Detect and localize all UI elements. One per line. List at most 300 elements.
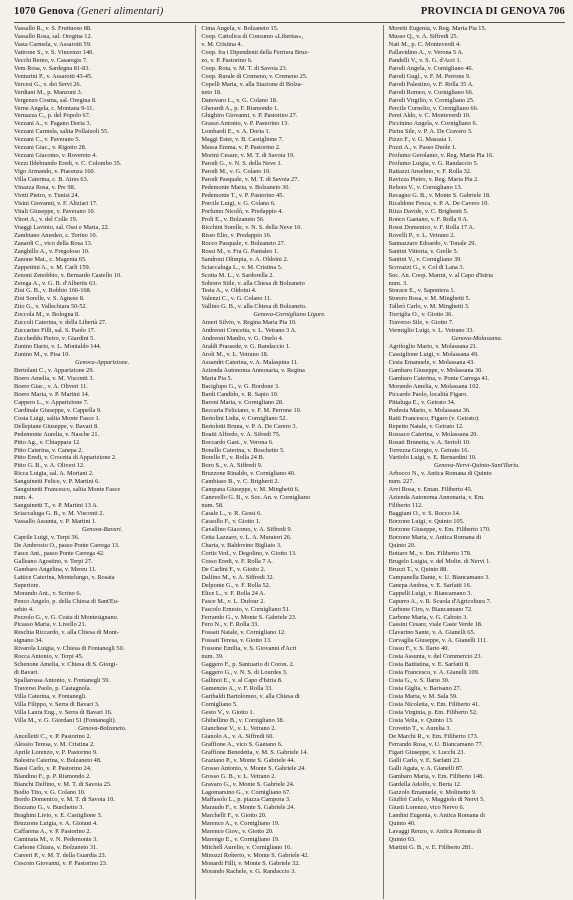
listing-entry: Careeri P., v. M. T. della Guardia 23.	[14, 852, 107, 860]
listing-entry: Boro S., v. A. Siffredi 9.	[201, 462, 263, 470]
listing-entry: Graffione Benedetta, v. M. S. Gabriele 14.	[201, 748, 308, 756]
listing-entry: Cappero L., v. Apparizione 7.	[14, 398, 89, 406]
listing-entry: Profumo Gerolamo, v. Reg. Maria Pia 16.	[388, 152, 494, 160]
listing-entry: Sciaccaluga G. B., v. M. Visconti 2.	[14, 510, 105, 518]
listing-entry: Crovetto T., v. Aurelia 3.	[388, 724, 451, 732]
listing-entry: Costa Assunta, v. del Commercio 23.	[388, 653, 482, 661]
listing-entry: Pallavidino A., v. Verona 5 A.	[388, 48, 464, 56]
header-right	[421, 6, 565, 17]
listing-entry: Rossi M., v. Fra G. Pantaleo 1.	[201, 247, 279, 255]
listing-entry: Galleano Agostino, v. Terpi 27.	[14, 557, 93, 565]
listing-entry: Traverso Paolo, p. Castagnola.	[14, 685, 92, 693]
listing-entry: Verne Angela, c. Montana 9-11.	[14, 104, 95, 112]
listing-entry: Visini Giovanni, v. F. Aliziari 17.	[14, 199, 98, 207]
listing-entry: Maria Pia 5.	[201, 374, 233, 382]
listing-entry: Porfumo Nicolò, v. Predappio 4.	[201, 207, 283, 215]
listing-entry: Piccinino Angela, v. Cornigliano 6.	[388, 120, 478, 128]
listing-entry: Scovazzi G., v. Col di Lana 3.	[388, 263, 465, 271]
page-header	[14, 6, 565, 23]
listing-entry: Dellepiane Giuseppe, v. Bavari 8.	[14, 422, 99, 430]
listing-entry: Cambiaso B., v. C. Brigherti 2.	[201, 478, 280, 486]
listing-entry: Zanone Mat., c. Magenta 65.	[14, 255, 87, 263]
listing-entry: Costa Velia, v. Quinto 13.	[388, 716, 454, 724]
listing-entry: Lattice Caterina, Montelungo, v. Rosata	[14, 573, 115, 581]
listing-entry: Arbocco N., v. Antica Romana di Quinto	[388, 470, 492, 478]
listing-entry: Grasso Antonio, v. P. Pastorino 13.	[201, 120, 289, 128]
listing-entry: Gambaro Giuseppe, v. Molassana 30.	[388, 366, 483, 374]
listing-entry: Campanella Dante, v. U. Biancamano 3.	[388, 573, 490, 581]
listing-column-2	[201, 25, 377, 899]
column-divider	[383, 25, 384, 899]
listing-entry: zo, v. P. Pastorino 6.	[201, 56, 253, 64]
listing-entry: Carbone Chiara, v. Bolzaneto 31.	[14, 844, 98, 852]
listing-entry: Grosso Antonio, v. Monte S. Gabriele 24.	[201, 764, 306, 772]
listing-entry: Baggiani O., v. S. Rocco 14.	[388, 510, 461, 518]
listing-entry: Villa Filippo, v. Serra di Bavari 3.	[14, 701, 100, 709]
listing-entry: Fossone Emilia, v. S. Giovanni d'Acri	[201, 645, 297, 653]
listing-entry: Gherardi A., p. F. Rismondo 1.	[201, 104, 279, 112]
listing-entry: Zini Sorelle, v. S. Agnese 8.	[14, 295, 85, 303]
listing-entry: Rossaco Caterina, v. Molassana 20.	[388, 430, 478, 438]
listing-entry: Graziano P., v. Monte S. Gabriele 44.	[201, 756, 296, 764]
listing-entry: Coop. Cattolica di Consumo «Libertas»,	[201, 32, 304, 40]
listing-entry: Morando Amelia, v. Molassana 102.	[388, 382, 481, 390]
listing-entry: Boccardo Gaet., v. Verona 6.	[201, 438, 274, 446]
listing-entry: Vassallo Assunta, v. P. Martini 1.	[14, 518, 97, 526]
listing-entry: Coop. Rurale di Cremeno, v. Cremeno 25.	[201, 72, 308, 80]
listing-entry: Alessio Teresa, v. M. Cristina 2.	[14, 740, 95, 748]
listing-entry: Soc. An. Coop. Marmi, v. al Capo d'Istria	[388, 271, 493, 279]
listing-entry: Andreoni Concetta, v. L. Vetrano 3 A.	[201, 327, 297, 335]
listing-entry: signano 34.	[14, 637, 44, 645]
listing-entry: Rivarola Luigia, v. Chiesa di Fontanegli 50.	[14, 645, 125, 653]
listing-entry: Vezzani Carmela, salita Pollaiuoli 55.	[14, 128, 109, 136]
listing-entry: Vasta Carmela, v. Assarotti 59.	[14, 40, 92, 48]
listing-entry: Beccaria Feliciano, v. F. M. Perrone 10.	[201, 406, 302, 414]
listing-entry: Penco Angelo, p. della Chiesa di Sant'Eu-	[14, 597, 120, 605]
listing-entry: Vem Rosa, v. Sardegna 81-83.	[14, 64, 91, 72]
listing-entry: Cesta Emanuele, v. Molassana 43.	[388, 359, 475, 367]
listing-entry: Corvaglia Giuseppe, v. A. Gianelli 111.	[388, 637, 488, 645]
listing-entry: Monardi Filli, v. Monte S. Gabriele 32.	[201, 860, 300, 868]
listing-entry: Garibaldi Bartolomeo, v. alla Chiesa di	[201, 693, 300, 701]
listing-entry: Sanguinetti T., v. P. Martini 13 A.	[14, 502, 99, 510]
header-left	[14, 6, 163, 17]
listing-entry: Pedemonte Maria, v. Bolzaneto 30.	[201, 184, 290, 192]
listing-entry: Ameri Silvio, v. Regina Maria Pia 10.	[201, 319, 297, 327]
listing-entry: Ricca Luigia, sal. A. Moriani 2.	[14, 470, 94, 478]
listing-entry: Delponte G., v. F. Rolla 52.	[201, 581, 271, 589]
listing-entry: Gazzolo Emanuele, v. Molinetto 9.	[388, 788, 477, 796]
listing-entry: Vernazza C., p. del Popolo 67.	[14, 112, 91, 120]
listing-entry: Bianchi Delfino, v. M. T. di Savoia 25.	[14, 780, 112, 788]
listing-entry: Cavallino Giacomo, v. A. Siffredi 9.	[201, 526, 293, 534]
listing-entry: Zini G. B., v. Robbio 166-168.	[14, 287, 92, 295]
listing-entry: Boero Maria, v. P. Martini 14.	[14, 390, 90, 398]
listing-entry: Costa Virginia, p. Em. Filiberto 52.	[388, 708, 478, 716]
listing-entry: Rattazzi Anselmo, v. F. Rolla 32.	[388, 168, 472, 176]
listing-entry: Gallinoi E., v. al Capo d'Istria 8.	[201, 677, 283, 685]
listing-entry: Zunino M., v. Pisa 10.	[14, 351, 70, 359]
listing-entry: Gravaro G., v. Monte S. Gabriele 24.	[201, 780, 295, 788]
listing-entry: Vassallo R., v. S. Fruttuoso 88.	[14, 25, 92, 32]
listing-entry: Ricchini Sorelle, v. N. S. della Neve 10.	[201, 223, 302, 231]
listing-entry: Pezzolo G., v. G. Costa di Montesignano.	[14, 613, 119, 621]
listing-entry: Ghibellino B., v. Cornigliano 38.	[201, 716, 285, 724]
listing-entry: Vassallo Rosa, sal. Oregina 12.	[14, 32, 93, 40]
listing-entry: Sanguinetti Felice, v. P. Martini 6.	[14, 478, 100, 486]
listing-entry: num. 58.	[201, 502, 224, 510]
listing-entry: Costa Nicoletta, v. Em. Filiberto 41.	[388, 701, 480, 709]
listing-entry: Percile Cornelio, v. Cornigliano 66.	[388, 104, 479, 112]
listing-entry: Maffasolo L., p. piazza Campora 3.	[201, 796, 291, 804]
listing-entry: Raiti Francesco, Figaro (v. Geirato).	[388, 414, 480, 422]
listing-entry: Parodi Pasquale, v. M. T. di Savoia 27.	[201, 176, 299, 184]
listing-entry: Zunino Dario, v. L. Montaldo 144.	[14, 343, 102, 351]
listing-entry: Venturini P., v. Assarotti 43-45.	[14, 72, 93, 80]
listing-entry: Rocco Pasquale, v. Bolzaneto 27.	[201, 239, 286, 247]
listing-entry: Bruzzone Rinaldo, v. Cornigliano 40.	[201, 470, 296, 478]
listing-entry: Ravizza Pietro, v. Reg. Maria Pia 2.	[388, 176, 479, 184]
listing-entry: Carbone Ciro, v. Biancamano 72.	[388, 605, 473, 613]
listing-entry: Zuccarino Filli, sal. S. Paolo 17.	[14, 327, 96, 335]
header-subtitle: (Generi alimentari)	[77, 6, 164, 17]
listing-entry: Repetto Natale, v. Geirato 12.	[388, 422, 464, 430]
listing-entry: v. M. Cristina 4.	[201, 40, 243, 48]
listing-entry: Pitto Eredi, v. Crocetta di Apparizione 2.	[14, 454, 117, 462]
listing-entry: Giusti Lorenzo, vico Nervo 6.	[388, 804, 465, 812]
listing-entry: Rebora V., v. Cornigliano 13.	[388, 184, 463, 192]
listing-entry: Rocca Antonio, v. Terpi 45.	[14, 653, 84, 661]
listing-entry: Maggi Ester, v. B. Castiglione 7.	[201, 136, 284, 144]
listing-entry: Marenco Giov., v. Giotto 20.	[201, 828, 274, 836]
page-number-left: 1070	[14, 6, 36, 17]
listing-entry: Ferrando G., v. Monte S. Gabriele 23.	[201, 613, 297, 621]
listing-columns	[14, 25, 565, 899]
listing-entry: Gianolo A., v. A. Siffredi 60.	[201, 732, 274, 740]
listing-entry: Boatti Alfredo, v. A. Sifredi 75.	[201, 430, 281, 438]
listing-entry: Fero N., v. F. Rolla 33.	[201, 621, 259, 629]
listing-entry: Riiza Davide, v. C. Brighenti 5.	[388, 207, 469, 215]
listing-entry: Bodio Tito, v. G. Colano 10.	[14, 788, 86, 796]
listing-entry: Valenzi C., v. G. Colano 11.	[201, 295, 272, 303]
listing-entry: Baciglupo G., v. G. Bordone 3.	[201, 382, 280, 390]
listing-entry: Bassi Carlo, v. P. Pastorino 24.	[14, 764, 92, 772]
listing-entry: De Marchi R., v. Em. Filiberto 173.	[388, 732, 479, 740]
listing-entry: Galli Agata, v. A. Gianelli 87.	[388, 764, 464, 772]
listing-entry: Gambaro Caterina, v. Ponte Carrega 41.	[388, 374, 490, 382]
listing-entry: Massa Emma, v. P. Pastorino 2.	[201, 144, 281, 152]
listing-entry: Costa Luigi, salita Monte Fasce 1.	[14, 414, 101, 422]
listing-entry: Vezzani Giacomo, v. Rovereto 4.	[14, 152, 97, 160]
listing-entry: Rosati Brunetta, v. A. Sertoli 10.	[388, 438, 471, 446]
listing-entry: Santini V., v. Cornigliano 39.	[388, 255, 462, 263]
listing-entry: Storace E., v. Saponiera 1.	[388, 287, 456, 295]
listing-entry: Maraudo F., v. Monte S. Gabriele 24.	[201, 804, 296, 812]
listing-entry: Caffarena A., v. P. Pastorino 2.	[14, 828, 92, 836]
header-title-right: PROVINCIA DI GENOVA	[420, 6, 546, 17]
listing-entry: Canevello G. B., v. Soc. An. v. Cornigliano	[201, 494, 310, 502]
listing-entry: Parodi Gugl., v. F. M. Perrone 9.	[388, 72, 471, 80]
listing-entry: Vartiolo Luigi, v. E. Bernardini 10.	[388, 454, 477, 462]
listing-entry: Marengo E., v. Cornigliano 19.	[201, 836, 280, 844]
listing-entry: Costa Francesco, v. A. Gianelli 109.	[388, 669, 480, 677]
listing-entry: Traverso Sile, v. Giotto 7.	[388, 319, 454, 327]
listing-entry: Grosso G. B., v. L. Vetrano 2.	[201, 772, 277, 780]
listing-entry: Zappettini A., v. M. Carli 159.	[14, 263, 91, 271]
listing-entry: Villa Caterina, c. B. Aires 63.	[14, 176, 89, 184]
listing-entry: Zoccola M., v. Bologna 8.	[14, 311, 80, 319]
listing-entry: Assandri Caterina, v. A. Malaspina 11.	[201, 359, 299, 367]
listing-entry: Zito G., v. Vallechiara 50-52.	[14, 303, 88, 311]
listing-entry: Cescoto Giovanni, v. P. Pastorino 23.	[14, 860, 108, 868]
listing-entry: Parodi Palestino, v. F. Rolla 35 A.	[388, 80, 474, 88]
listing-entry: Aprile Lorenzo, v. P. Pastorino 9.	[14, 748, 98, 756]
listing-entry: Scotta M. L., v. Sardorella 2.	[201, 271, 275, 279]
listing-entry: Bottaro M., v. Em. Filiberto 178.	[388, 549, 472, 557]
listing-entry: Vezzi Ildebrando Eredi, v. C. Colombo 35.	[14, 160, 122, 168]
listing-entry: Morando Rachele, v. G. Randaccio 3.	[201, 868, 296, 876]
listing-entry: Picasso Maria, v. Livello 21.	[14, 621, 87, 629]
listing-entry: Pittaluga E., v. Geirato 34.	[388, 398, 456, 406]
listing-entry: Landini Eugenia, v. Antica Romana di	[388, 812, 485, 820]
section-heading: Genova-Molassana.	[451, 335, 503, 343]
listing-entry: Boero Giac., v. A. Oliveri 11.	[14, 382, 88, 390]
listing-entry: Boero Amelia, v. M. Visconti 3.	[14, 374, 95, 382]
listing-entry: Piccardo Paolo, località Figaro.	[388, 390, 468, 398]
listing-entry: Coop. Rota, v. M. T. di Savoia 23.	[201, 64, 288, 72]
listing-entry: Morando Ant., v. Scrino 6.	[14, 589, 82, 597]
listing-entry: Moretti Eugenia, v. Reg. Maria Pia 15.	[388, 25, 487, 32]
listing-entry: Reschia Riccardo, v. alla Chiesa di Mont-	[14, 629, 119, 637]
listing-entry: Brugelo Luigia, v. del Molin. di Nervi 1.	[388, 557, 491, 565]
section-heading: Genova-Apparizione.	[75, 359, 130, 367]
listing-entry: Aroli M., v. L. Vetrano 18.	[201, 351, 269, 359]
listing-entry: Zanardi C., vico della Rosa 13.	[14, 239, 93, 247]
listing-entry: Lavaggi Renzo, v. Antica Romana di	[388, 828, 482, 836]
listing-entry: Araldi Prassede, v. G. Randaccio 1.	[201, 343, 291, 351]
listing-entry: Costa Giglia, v. Barisano 27.	[388, 685, 462, 693]
listing-entry: Perei Aldo, v. C. Monteverdi 10.	[388, 112, 471, 120]
listing-entry: Bardi Candido, v. R. Sapio 10.	[201, 390, 279, 398]
listing-entry: Parodi Angela, v. Cornigliano 46.	[388, 64, 474, 72]
listing-entry: Minozzi Roberto, v. Monte S. Gabriele 42.	[201, 852, 309, 860]
listing-entry: Danovaro L., v. G. Colano 18.	[201, 96, 278, 104]
listing-entry: Villa Laura Eug., v. Serra di Bavari 16.	[14, 708, 113, 716]
listing-entry: Copelli Maria, v. alla Stazione di Bolza-	[201, 80, 303, 88]
listing-entry: Zambiano Amedeo, c. Torino 10.	[14, 231, 98, 239]
listing-entry: Cosso Eredi, v. F. Rolla 7 A.	[201, 557, 273, 565]
listing-entry: Torrezza Giorgio, v. Geirato 16.	[388, 446, 469, 454]
listing-entry: Pizzo F., v. G. Massaia 1.	[388, 136, 453, 144]
listing-entry: Vergenzo Cosma, sal. Oregina 8.	[14, 96, 97, 104]
listing-entry: Sannazzaro Edoardo, v. Tonale 29.	[388, 239, 476, 247]
listing-entry: Vezzani C., v. Paverano 5.	[14, 136, 81, 144]
section-heading: Genova-Bavari.	[81, 526, 123, 534]
listing-entry: Borello F., v. Rolla 24 B.	[201, 454, 265, 462]
listing-entry: Balestra Caterina, v. Bolzaneto 48.	[14, 756, 102, 764]
listing-entry: Bertolini Lidia, v. Cornigliano 52.	[201, 414, 288, 422]
listing-entry: Fossati Natale, v. Cornigliano 12.	[201, 629, 286, 637]
listing-entry: Bertolani C., v. Apparizione 29.	[14, 366, 95, 374]
listing-entry: Villa M., v. G. Giordani 51 (Fontanegli).	[14, 716, 117, 724]
listing-entry: Sobrero Stile, v. alla Chiesa di Bolzaneto	[201, 279, 305, 287]
listing-entry: Cassini Cesare, viale Caste Verde 18.	[388, 621, 483, 629]
listing-entry: Vitali Giuseppe, v. Paverano 10.	[14, 207, 96, 215]
listing-entry: Borzone Luigi, v. Quinto 105.	[388, 518, 465, 526]
listing-entry: Bruzzi T., v. Quinto 88.	[388, 565, 448, 573]
listing-entry: Zuccheddu Pietro, v. Giardini 5.	[14, 335, 95, 343]
listing-entry: Quinto 40.	[388, 820, 416, 828]
listing-entry: Figari Giuseppe, v. Lucchi 23.	[388, 748, 466, 756]
listing-entry: Parodi Romeo, v. Cornigliano 66.	[388, 88, 474, 96]
listing-entry: Lagomarsino G., v. Cornigliano 67.	[201, 788, 291, 796]
listing-entry: Fossati Teresa, v. Giotto 13.	[201, 637, 272, 645]
listing-entry: Tallerì Carlo, v. M. Minghetti 3.	[388, 303, 470, 311]
listing-entry: Villa Caterina, v. Fontanegli.	[14, 693, 87, 701]
listing-entry: Pitto Ag., v. Chiappara 12.	[14, 438, 81, 446]
listing-entry: Vecchi Remo, v. Casaregis 7.	[14, 56, 88, 64]
listing-entry: Musso Q., v. A. Siffredi 25.	[388, 32, 459, 40]
listing-entry: Gesto V., v. Giotto 1.	[201, 708, 255, 716]
listing-entry: Vercesi G., v. dei Servi 26.	[14, 80, 82, 88]
listing-entry: Bordo Domenico, v. M. T. di Savoia 10.	[14, 796, 115, 804]
listing-entry: Zerega A., v. G. B. d'Albertis 63.	[14, 279, 97, 287]
listing-entry: Gardella Adolfo, v. Berta 12.	[388, 780, 462, 788]
listing-entry: Dalfino M., v. A. Siffredi 32.	[201, 573, 275, 581]
listing-entry: Braghini Livio, v. E. Castiglione 3.	[14, 812, 103, 820]
listing-entry: Parodi M., v. G. Colano 10.	[201, 168, 271, 176]
listing-entry: Giuffrè Carlo, v. Maggiolo di Nervi 5.	[388, 796, 485, 804]
listing-entry: neto 18.	[201, 88, 222, 96]
listing-entry: Fasce Ant., passo Ponte Carrega 42.	[14, 549, 105, 557]
listing-entry: Quinto 20.	[388, 541, 416, 549]
listing-entry: Recagno G. B., v. Monte S. Gabriele 18.	[388, 192, 491, 200]
listing-entry: Gambaro Angelina, v. Mereu 11.	[14, 565, 97, 573]
listing-entry: Sciaccaluga L., v. M. Cristina 5.	[201, 263, 283, 271]
listing-entry: Zenoni Zenobbio, v. Bernardo Castello 10.	[14, 271, 122, 279]
listing-entry: Profumo Luigia, v. G. Randaccio 5.	[388, 160, 479, 168]
listing-entry: Sandroni Olimpia, v. A. Oldoini 2.	[201, 255, 289, 263]
listing-entry: Marenco A., v. Cornigliano 19.	[201, 820, 280, 828]
listing-entry: Cornigliano 5.	[201, 701, 238, 709]
listing-entry: Testa A., v. Oldoini 4.	[201, 287, 257, 295]
listing-entry: Cima Angela, v. Bolzaneto 15.	[201, 25, 279, 32]
listing-entry: Canepa Andrea, v. E. Sarfatti 16.	[388, 581, 472, 589]
listing-entry: Rossi Domenico, v. F. Rolla 17 A.	[388, 223, 475, 231]
listing-entry: Azienda Autonoma Annonaria, v. Em.	[388, 494, 485, 502]
listing-entry: Caprile Luigi, v. Terpi 36.	[14, 534, 80, 541]
listing-entry: Voaggi Lavinio, sal. Ossi e Maria, 22.	[14, 223, 110, 231]
listing-entry: Pitto G. B., v. A. Oliveri 12.	[14, 462, 85, 470]
listing-entry: Viotti Pietro, v. Tunisi 24.	[14, 192, 80, 200]
listing-entry: Proli E., v. Bolzaneto 56.	[201, 215, 265, 223]
listing-entry: Pietra Sile, v. P. A. De Cravero 5.	[388, 128, 473, 136]
listing-entry: Pozzi A., v. Passo Duole 1.	[388, 144, 457, 152]
listing-entry: num. 3.	[388, 279, 408, 287]
listing-entry: Rovelli P., v. L. Vetrano 2.	[388, 231, 455, 239]
listing-entry: Gaggero G., v. N. S. di Lourdes 3.	[201, 669, 288, 677]
listing-entry: Bruzzone Luigia, v. A. Gioiani 4.	[14, 820, 98, 828]
listing-entry: Gambaro Maria, v. Em. Filiberto 148.	[388, 772, 484, 780]
listing-entry: Bertolotti Bruna, v. P. A. De Carero 3.	[201, 422, 298, 430]
listing-entry: Nati M., p. C. Monteverdi 4.	[388, 40, 461, 48]
listing-entry: Campana Giuseppe, v. M. Minghetti 6.	[201, 486, 300, 494]
section-heading: Genova-Nervi-Quinto-Sant'Ilario.	[433, 462, 520, 470]
listing-entry: Casale L., v. R. Gessi 6.	[201, 510, 262, 518]
listing-entry: Cetta Lazzaro, v. L. A. Muratori 26.	[201, 534, 292, 541]
listing-entry: Cortis Ved., v. Degolino, v. Giotto 13.	[201, 549, 297, 557]
listing-entry: Pitto Caterina, v. Canepa 2.	[14, 446, 84, 454]
listing-entry: Ricaldone Fesca, v. P. A. De Cavero 10.	[388, 199, 489, 207]
listing-entry: Cappelli Luigi, v. Biancamano 3.	[388, 589, 473, 597]
listing-entry: Fasce M., v. L. Dufour 2.	[201, 597, 265, 605]
listing-entry: num. 39.	[201, 653, 224, 661]
listing-entry: Podesta Mario, v. Molassana 36.	[388, 406, 471, 414]
listing-entry: Vallino G. B., v. alla Chiesa di Bolzaneto.	[201, 303, 307, 311]
listing-entry: Costa Battistina, v. E. Sarfatti 8.	[388, 661, 470, 669]
listing-entry: Filiberto 112.	[388, 502, 423, 510]
listing-entry: Costa G., v. S. Ilario 30.	[388, 677, 450, 685]
listing-entry: Baroni Maria, v. Cornigliano 28.	[201, 398, 284, 406]
listing-entry: Bonello Caterina, v. Boschetto 5.	[201, 446, 285, 454]
listing-entry: sebio 4.	[14, 605, 34, 613]
listing-entry: Zuccoli Caterina, v. della Libertà 27.	[14, 319, 107, 327]
section-heading: Genova-Cornigliano Ligure.	[253, 311, 326, 319]
listing-entry: Elice L., v. F. Rolla 24 A.	[201, 589, 266, 597]
listing-entry: Bozzano G., v. Burchetto 3.	[14, 804, 84, 812]
listing-entry: Borzone Giuseppe, v. Em. Filiberto 170.	[388, 526, 491, 534]
listing-entry: Pedemonte Aurelia, v. Nasche 21.	[14, 430, 100, 438]
listing-entry: Andreoni Manlio, v. G. Onelo 4.	[201, 335, 284, 343]
listing-entry: Cassollo F., v. Giotto 1.	[201, 518, 261, 526]
listing-entry: Caminata M., v. N. Pedemonte 3.	[14, 836, 98, 844]
listing-entry: Blandino F., p. P. Rismondo 2.	[14, 772, 91, 780]
listing-entry: Arvi Rosa, v. Eman. Filiberto 45.	[388, 486, 473, 494]
listing-entry: Cassiglione Luigi, v. Molassana 49.	[388, 351, 479, 359]
listing-entry: Quinto 63.	[388, 836, 416, 844]
listing-entry: Mitchell Aurelio, v. Cornigliano 16.	[201, 844, 292, 852]
listing-entry: Gamenzio A., v. F. Rolla 33.	[201, 685, 273, 693]
listing-entry: Ronco Gaetano, v. F. Rolla 9 A.	[388, 215, 469, 223]
listing-entry: Parodi Virgilio, v. Cornigliano 25.	[388, 96, 475, 104]
listing-entry: Charta, v. Baldovino Bigliato 3.	[201, 541, 282, 549]
listing-entry: Capurro A., v. R. Scuola d'Agricoltura 7.	[388, 597, 492, 605]
listing-entry: Vattrone S., v. S. Vincenzo 140.	[14, 48, 94, 56]
listing-entry: Vezzani Giac., v. Rigotto 28.	[14, 144, 87, 152]
listing-entry: Azienda Autonoma Annonaria, v. Regina	[201, 366, 305, 374]
listing-entry: Porcile Luigi, v. G. Colano 6.	[201, 199, 276, 207]
listing-entry: num. 4.	[14, 494, 34, 502]
listing-entry: Gianchese V., v. L. Vetrano 2.	[201, 724, 277, 732]
listing-column-1	[14, 25, 190, 899]
listing-entry: Vermiglio Luigi, v. L. Vetrano 33.	[388, 327, 475, 335]
listing-entry: Vezzani A., v. Pagano Doria 3.	[14, 120, 92, 128]
listing-entry: Ancelletti C., v. P. Pastorino 2.	[14, 732, 92, 740]
listing-entry: Spallarossa Antonio, v. Fontanegli 59.	[14, 677, 110, 685]
page-number-right: 706	[548, 6, 565, 17]
listing-entry: Pedemonte T., v. P. Pastorino 45.	[201, 192, 284, 200]
listing-entry: Graffione A., vico S. Gaetano 6.	[201, 740, 283, 748]
listing-entry: Martini G. B., v. E. Filiberto 281.	[388, 844, 473, 852]
listing-entry: Risso Elio, v. Predappio 16.	[201, 231, 272, 239]
listing-entry: Schenone Amelia, v. Chiesa di S. Giorgi-	[14, 661, 118, 669]
listing-entry: Santini Vittoria, v. Grelle 5.	[388, 247, 459, 255]
listing-entry: Cardinale Giuseppe, v. Cappella 9.	[14, 406, 102, 414]
listing-entry: Sanguinetti Francesco, salita Monte Fasce	[14, 486, 121, 494]
listing-entry: Agrifoglio Mario, v. Molassana 21.	[388, 343, 478, 351]
header-title-left: Genova	[38, 6, 75, 17]
